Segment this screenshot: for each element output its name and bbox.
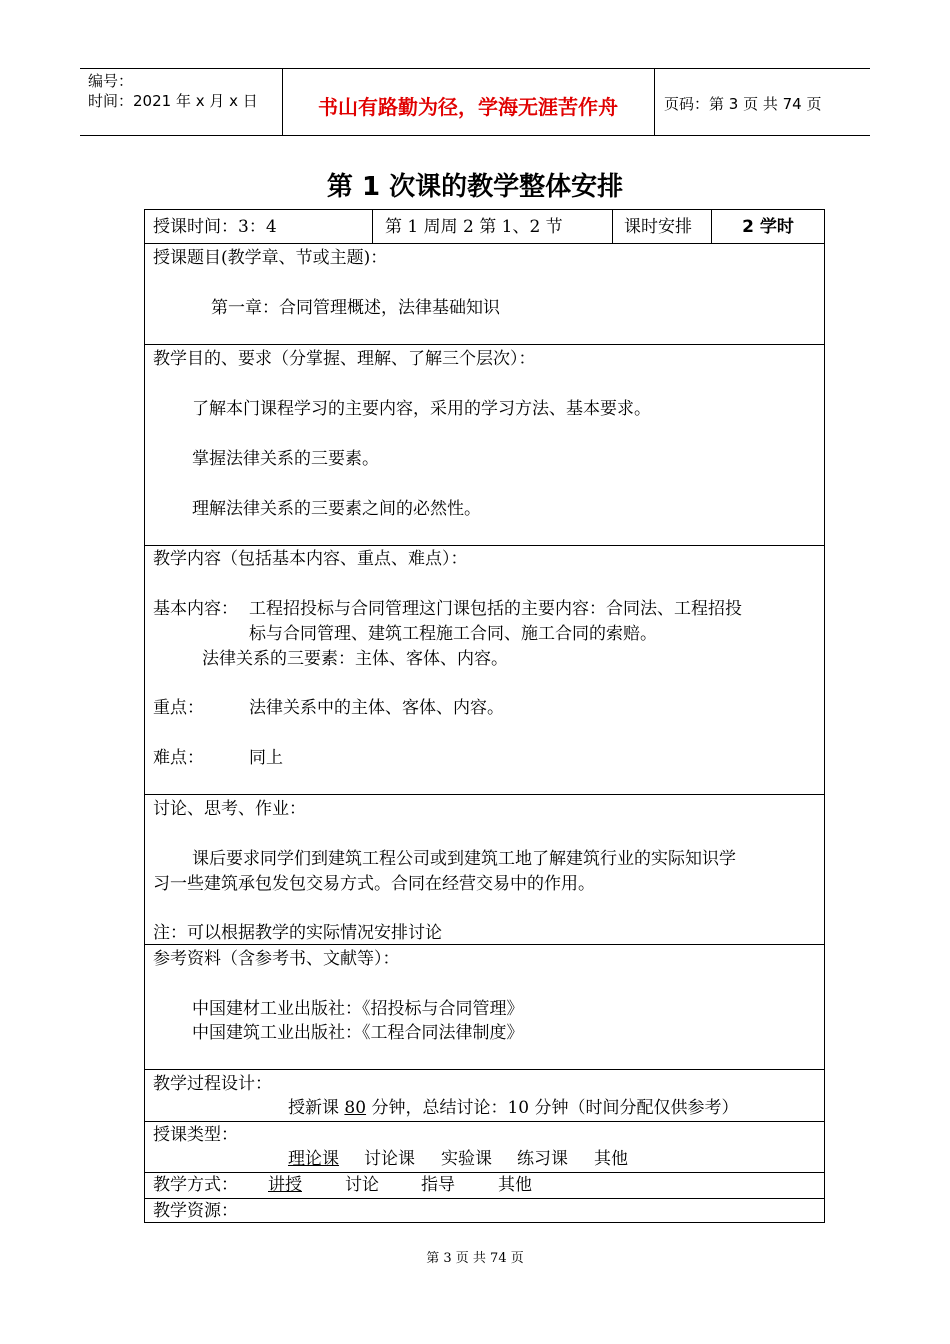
table-row-divider [144,1198,825,1199]
course-type-option: 讨论课 [364,1149,415,1169]
content-label: 教学内容（包括基本内容、重点、难点）： [153,549,468,569]
key-point-label: 重点： [153,698,204,718]
method-option-selected: 讲授 [268,1175,302,1195]
discussion-note: 注：可以根据教学的实际情况安排讨论 [153,923,442,943]
topic-content: 第一章：合同管理概述，法律基础知识 [211,298,500,318]
reference-item: 中国建筑工业出版社：《工程合同法律制度》 [192,1023,524,1043]
goals-label: 教学目的、要求（分掌握、理解、了解三个层次）： [153,349,536,369]
course-type-option: 其他 [594,1149,628,1169]
goal-item: 掌握法律关系的三要素。 [192,449,379,469]
goal-item: 理解法律关系的三要素之间的必然性。 [192,499,481,519]
page-footer: 第 3 页 共 74 页 [426,1251,524,1266]
reference-item: 中国建材工业出版社：《招投标与合同管理》 [192,999,524,1019]
basic-content-text: 法律关系的三要素：主体、客体、内容。 [202,649,508,669]
process-time-allocation [288,1096,739,1120]
table-row-divider [144,1172,825,1173]
discussion-text: 习一些建筑承包发包交易方式。合同在经营交易中的作用。 [153,874,595,894]
course-type-option: 练习课 [517,1149,568,1169]
difficulty-label: 难点： [153,748,204,768]
header-top-rule [80,68,870,69]
process-text: 分钟（时间分配仅供参考） [529,1098,739,1118]
hours-value: 2 学时 [742,217,794,237]
document-date: 时间：2021 年 x 月 x 日 [88,92,258,110]
basic-content-label: 基本内容： [153,599,238,619]
page-title: 第 1 次课的教学整体安排 [326,172,624,202]
table-row-divider [144,344,825,345]
table-column-divider [612,209,613,243]
summary-minutes: 10 [507,1098,530,1118]
difficulty-text: 同上 [249,748,283,768]
method-option: 讨论 [345,1175,379,1195]
discussion-label: 讨论、思考、作业： [153,799,306,819]
method-label: 教学方式： [153,1175,238,1195]
hours-label: 课时安排 [624,217,692,237]
table-row-divider [144,545,825,546]
resources-label: 教学资源： [153,1201,238,1221]
table-row-divider [144,1121,825,1122]
topic-label: 授课题目(教学章、节或主题)： [153,248,388,268]
lesson-week: 第 1 周周 2 第 1、2 节 [385,217,563,237]
goal-item: 了解本门课程学习的主要内容，采用的学习方法、基本要求。 [192,399,651,419]
process-text: 授新课 [288,1098,345,1118]
table-row-divider [144,1069,825,1070]
course-type-label: 授课类型： [153,1125,238,1145]
process-label: 教学过程设计： [153,1074,272,1094]
basic-content-text: 工程招投标与合同管理这门课包括的主要内容：合同法、工程招投 [249,599,742,619]
new-lesson-minutes: 80 [344,1098,367,1118]
references-label: 参考资料（含参考书、文献等）： [153,949,400,969]
table-column-divider [372,209,373,243]
header-bottom-rule [80,135,870,136]
table-row-divider [144,243,825,244]
method-option: 其他 [498,1175,532,1195]
header-divider [654,68,655,135]
lesson-time: 授课时间：3：4 [153,217,277,237]
table-row-divider [144,794,825,795]
key-point-text: 法律关系中的主体、客体、内容。 [249,698,504,718]
header-page-info: 页码：第 3 页 共 74 页 [664,95,822,113]
header-motto: 书山有路勤为径，学海无涯苦作舟 [318,95,618,119]
method-option: 指导 [421,1175,455,1195]
basic-content-text: 标与合同管理、建筑工程施工合同、施工合同的索赔。 [249,624,657,644]
process-text: 分钟，总结讨论： [366,1098,508,1118]
course-type-option: 实验课 [441,1149,492,1169]
course-type-option-selected: 理论课 [288,1149,339,1169]
discussion-text: 课后要求同学们到建筑工程公司或到建筑工地了解建筑行业的实际知识学 [192,849,736,869]
document-number-label: 编号： [88,72,134,90]
